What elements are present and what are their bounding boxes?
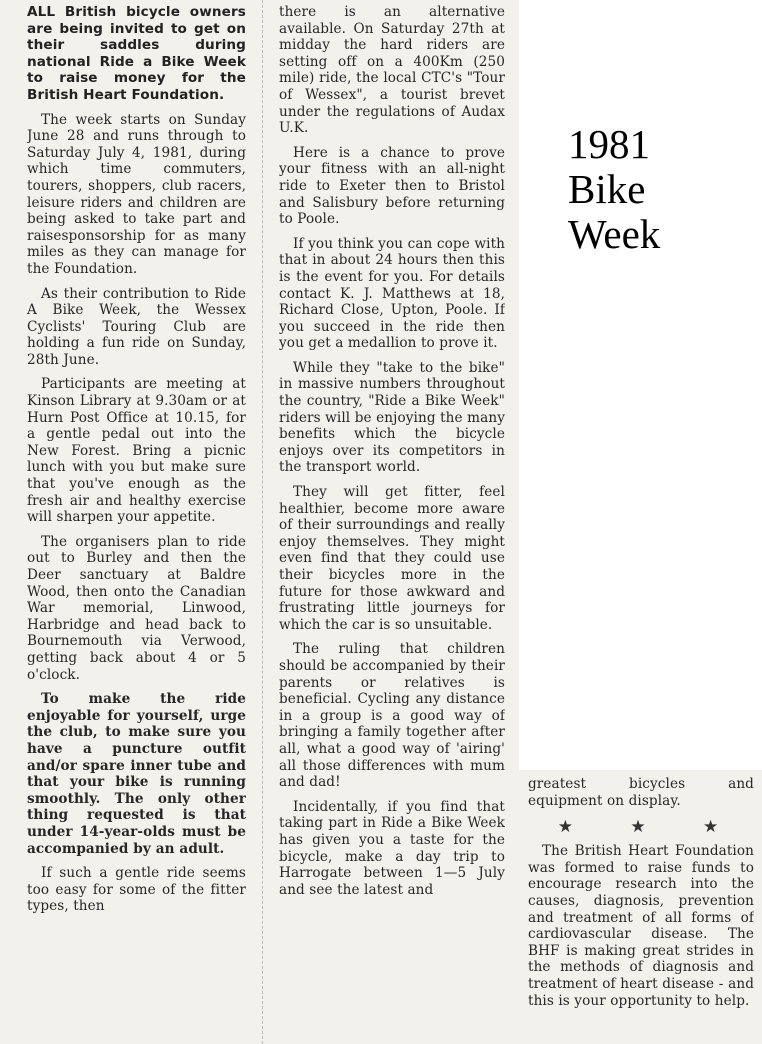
column-1-text xyxy=(27,4,246,1044)
handwritten-title-note xyxy=(568,122,748,257)
column-2-text xyxy=(279,4,505,1044)
star-separator: ★ ★ ★ xyxy=(557,817,745,838)
paragraph: If such a gentle ride seems too easy for some of the fitter types, then xyxy=(27,865,246,915)
paragraph: The British Heart Foundation was formed to raise funds to encourage research into the causes, diagnosis, prevention and treatment of all forms of cardiovascular disease. The BHF is making great strides in the methods of diagnosis and treatment of heart disease - and this is your opportunity to help. xyxy=(528,843,754,1009)
column-3-text xyxy=(528,776,754,1044)
paragraph: As their contribution to Ride A Bike Week, the Wessex Cyclists' Touring Club are holding a fun ride on Sunday, 28th June. xyxy=(27,285,246,368)
title-word-week: Week xyxy=(568,211,661,257)
paragraph: The ruling that children should be accompanied by their parents or relatives is beneficial. Cycling any distance in a group is a good way of bringing a family together after all, what a good way of 'airing' all those differences with mum and dad! xyxy=(279,641,505,791)
clipping-column-3 xyxy=(518,770,762,1044)
paragraph: They will get fitter, feel healthier, become more aware of their surroundings and really enjoy themselves. They might even find that they could use their bicycles more in the future for those awkward and frustrating little journeys for which the car is so unsuitable. xyxy=(279,484,505,633)
paragraph: If you think you can cope with that in about 24 hours then this is the event for you. For details contact K. J. Matthews at 18, Richard Close, Upton, Poole. If you succeed in the ride then you get a medallion to prove it. xyxy=(279,235,505,352)
paragraph: While they "take to the bike" in massive numbers throughout the country, "Ride a Bike Week" riders will be enjoying the many benefits which the bicycle enjoys over its competitors in the transport world. xyxy=(279,359,505,476)
headline: ALL British bicycle owners are being invited to get on their saddles during national Ride a Bike Week to raise money for the British Heart Foundation. xyxy=(27,4,246,103)
title-year: 1981 xyxy=(568,121,650,167)
paragraph: greatest bicycles and equipment on display. xyxy=(528,776,754,809)
clipping-column-1 xyxy=(0,0,262,1044)
paragraph: Here is a chance to prove your fitness with an all-night ride to Exeter then to Bristol and Salisbury before returning to Poole. xyxy=(279,144,505,228)
paragraph: Participants are meeting at Kinson Library at 9.30am or at Hurn Post Office at 10.15, for a gentle pedal out into the New Forest. Bring a picnic lunch with you but make sure that you've enough as the fresh air and healthy exercise will sharpen your appetite. xyxy=(27,376,246,526)
paragraph: Incidentally, if you find that taking part in Ride a Bike Week has given you a taste for the bicycle, make a day trip to Harrogate between 1—5 July and see the latest and xyxy=(279,798,505,898)
paragraph: The organisers plan to ride out to Burley and then the Deer sanctuary at Baldre Wood, then onto the Canadian War memorial, Linwood, Harbridge and head back to Bournemouth via Verwood, getting back about 4 or 5 o'clock. xyxy=(27,533,246,683)
paragraph: there is an alternative available. On Saturday 27th at midday the hard riders are setting off on a 400Km (250 mile) ride, the local CTC's "Tour of Wessex", a tourist brevet under the regulations of Audax U.K. xyxy=(279,4,505,137)
title-word-bike: Bike xyxy=(568,166,646,212)
clipping-column-2 xyxy=(262,0,519,1044)
paragraph: The week starts on Sunday June 28 and runs through to Saturday July 4, 1981, during which time commuters, tourers, shoppers, club racers, leisure riders and children are being asked to take part and raisesponsorship for as many miles as they can manage for the Foundation. xyxy=(27,111,246,277)
paragraph-bold: To make the ride enjoyable for yourself, urge the club, to make sure you have a puncture outfit and/or spare inner tube and that your bike is running smoothly. The only other thing requested is that under 14-year-olds must be accompanied by an adult. xyxy=(27,691,246,857)
